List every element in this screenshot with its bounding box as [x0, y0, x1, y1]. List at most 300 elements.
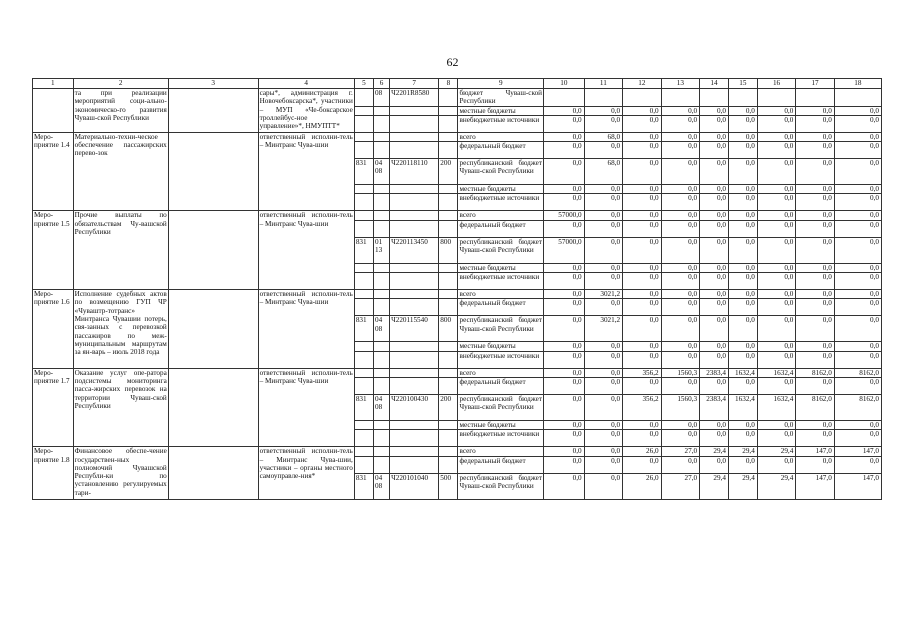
- funding-source: местные бюджеты: [458, 106, 544, 115]
- expense-type: [439, 342, 458, 351]
- amount-cell: 0,0: [796, 115, 834, 132]
- amount-cell: 0,0: [584, 447, 622, 456]
- amount-cell: 0,0: [796, 132, 834, 141]
- executor: ответственный исполни-тель – Минтранс Чува-шии: [258, 290, 354, 369]
- section-code: [374, 106, 390, 115]
- amount-cell: 0,0: [661, 316, 699, 342]
- amount-cell: 0,0: [728, 299, 757, 316]
- expense-type: [439, 220, 458, 237]
- amount-cell: 68,0: [584, 159, 622, 185]
- amount-cell: 0,0: [796, 273, 834, 290]
- grbs-code: [354, 342, 373, 351]
- amount-cell: 0,0: [623, 316, 661, 342]
- grbs-code: [354, 420, 373, 429]
- amount-cell: 0,0: [544, 299, 585, 316]
- column-header: 17: [796, 79, 834, 89]
- section-code: [374, 430, 390, 447]
- target-article: Ч2201R8580: [390, 89, 439, 107]
- amount-cell: 0,0: [757, 342, 795, 351]
- amount-cell: 0,0: [728, 185, 757, 194]
- amount-cell: 0,0: [700, 237, 729, 263]
- amount-cell: 0,0: [661, 342, 699, 351]
- amount-cell: 0,0: [584, 420, 622, 429]
- section-code: 04 08: [374, 316, 390, 342]
- expense-type: [439, 89, 458, 107]
- empty-cell: [168, 132, 258, 211]
- amount-cell: 0,0: [584, 194, 622, 211]
- section-code: [374, 447, 390, 456]
- section-code: [374, 132, 390, 141]
- amount-cell: 0,0: [728, 132, 757, 141]
- amount-cell: 0,0: [544, 273, 585, 290]
- amount-cell: 2383,4: [700, 394, 729, 420]
- amount-cell: 356,2: [623, 368, 661, 377]
- column-header: 6: [374, 79, 390, 89]
- amount-cell: 0,0: [796, 456, 834, 473]
- amount-cell: 0,0: [544, 115, 585, 132]
- amount-cell: 0,0: [661, 290, 699, 299]
- amount-cell: 0,0: [834, 220, 881, 237]
- column-header: 10: [544, 79, 585, 89]
- amount-cell: 0,0: [584, 106, 622, 115]
- funding-source: федеральный бюджет: [458, 377, 544, 394]
- target-article: [390, 115, 439, 132]
- amount-cell: 0,0: [757, 430, 795, 447]
- section-code: [374, 273, 390, 290]
- amount-cell: 0,0: [544, 377, 585, 394]
- funding-source: всего: [458, 447, 544, 456]
- amount-cell: 0,0: [796, 185, 834, 194]
- amount-cell: 0,0: [544, 316, 585, 342]
- amount-cell: 0,0: [834, 377, 881, 394]
- amount-cell: 0,0: [661, 106, 699, 115]
- target-article: [390, 263, 439, 272]
- table-row: [33, 132, 882, 141]
- amount-cell: 0,0: [834, 106, 881, 115]
- amount-cell: 0,0: [796, 220, 834, 237]
- amount-cell: 0,0: [700, 351, 729, 368]
- amount-cell: 0,0: [623, 106, 661, 115]
- amount-cell: 147,0: [796, 447, 834, 456]
- amount-cell: 147,0: [796, 473, 834, 499]
- funding-source: бюджет Чуваш-ской Республики: [459, 89, 543, 106]
- measure-code: Меро-приятие 1.6: [33, 290, 74, 369]
- section-code: [374, 420, 390, 429]
- expense-type: [439, 447, 458, 456]
- amount-cell: 57000,0: [544, 237, 585, 263]
- table-row: [33, 368, 882, 377]
- grbs-code: 831: [354, 316, 373, 342]
- amount-cell: 0,0: [796, 106, 834, 115]
- amount-cell: 0,0: [700, 377, 729, 394]
- funding-source: местные бюджеты: [458, 342, 544, 351]
- amount-cell: 0,0: [544, 142, 585, 159]
- amount-cell: 0,0: [796, 194, 834, 211]
- amount-cell: 0,0: [834, 211, 881, 220]
- grbs-code: [354, 194, 373, 211]
- amount-cell: 0,0: [728, 342, 757, 351]
- section-code: [374, 185, 390, 194]
- amount-cell: 0,0: [623, 377, 661, 394]
- amount-cell: 0,0: [584, 220, 622, 237]
- target-article: [390, 273, 439, 290]
- amount-cell: 0,0: [757, 142, 795, 159]
- amount-cell: 0,0: [796, 142, 834, 159]
- section-code: 04 08: [374, 394, 390, 420]
- funding-source: всего: [458, 290, 544, 299]
- funding-source: федеральный бюджет: [458, 220, 544, 237]
- target-article: [390, 142, 439, 159]
- amount-cell: 0,0: [623, 220, 661, 237]
- grbs-code: [354, 430, 373, 447]
- amount-cell: 1632,4: [757, 368, 795, 377]
- executor: сары*, администрация г. Новочебоксарска*, участники – МУП «Че-боксарское троллейбус-ное управление»*, НМУПТТ*: [258, 89, 354, 133]
- expense-type: [439, 299, 458, 316]
- amount-cell: 0,0: [661, 211, 699, 220]
- amount-cell: 29,4: [700, 447, 729, 456]
- amount-cell: 0,0: [700, 220, 729, 237]
- amount-cell: 0,0: [834, 142, 881, 159]
- target-article: [390, 132, 439, 141]
- measure-code: [33, 89, 74, 133]
- target-article: [390, 194, 439, 211]
- amount-cell: 0,0: [584, 211, 622, 220]
- amount-cell: 0,0: [661, 351, 699, 368]
- amount-cell: 0,0: [623, 351, 661, 368]
- amount-cell: 0,0: [757, 220, 795, 237]
- expense-type: [439, 377, 458, 394]
- target-article: Ч220101040: [390, 473, 439, 499]
- target-article: [390, 368, 439, 377]
- expense-type: [439, 351, 458, 368]
- amount-cell: 0,0: [661, 159, 699, 185]
- amount-cell: 0,0: [661, 263, 699, 272]
- expense-type: 500: [439, 473, 458, 499]
- amount-cell: 0,0: [757, 132, 795, 141]
- funding-source: республиканский бюджет Чуваш-ской Республики: [458, 159, 544, 185]
- amount-cell: 0,0: [700, 263, 729, 272]
- amount-cell: 0,0: [700, 290, 729, 299]
- amount-cell: 0,0: [834, 263, 881, 272]
- section-code: [374, 142, 390, 159]
- funding-source: всего: [458, 211, 544, 220]
- amount-cell: 0,0: [584, 142, 622, 159]
- amount-cell: 0,0: [728, 237, 757, 263]
- amount-cell: 0,0: [584, 299, 622, 316]
- empty-cell: [168, 89, 258, 133]
- section-code: 08: [374, 89, 390, 107]
- amount-cell: 0,0: [623, 142, 661, 159]
- grbs-code: [354, 211, 373, 220]
- executor: ответственный исполни-тель – Минтранс Чува-шии, участники – органы местного самоуправле-ния*: [258, 447, 354, 499]
- amount-cell: 0,0: [623, 237, 661, 263]
- amount-cell: 0,0: [700, 430, 729, 447]
- column-header: 9: [458, 79, 544, 89]
- amount-cell: 0,0: [796, 290, 834, 299]
- funding-source: федеральный бюджет: [458, 142, 544, 159]
- table-row: [33, 89, 882, 107]
- amount-cell: 0,0: [700, 115, 729, 132]
- amount-cell: 0,0: [544, 430, 585, 447]
- amount-cell: 0,0: [584, 342, 622, 351]
- amount-cell: 0,0: [757, 420, 795, 429]
- amount-cell: 8162,0: [834, 368, 881, 377]
- amount-cell: 147,0: [834, 473, 881, 499]
- grbs-code: 831: [354, 237, 373, 263]
- amount-cell: 0,0: [728, 159, 757, 185]
- amount-cell: 0,0: [661, 194, 699, 211]
- amount-cell: 0,0: [623, 420, 661, 429]
- grbs-code: [354, 377, 373, 394]
- target-article: [390, 377, 439, 394]
- amount-cell: 0,0: [661, 185, 699, 194]
- table-row: [33, 290, 882, 299]
- amount-cell: 0,0: [584, 473, 622, 499]
- funding-source: республиканский бюджет Чуваш-ской Республики: [458, 316, 544, 342]
- expense-type: 800: [439, 237, 458, 263]
- amount-cell: 0,0: [796, 316, 834, 342]
- column-header: 18: [834, 79, 881, 89]
- expense-type: 200: [439, 159, 458, 185]
- funding-source: внебюджетные источники: [458, 351, 544, 368]
- grbs-code: [354, 220, 373, 237]
- funding-source: местные бюджеты: [458, 263, 544, 272]
- amount-cell: 0,0: [584, 185, 622, 194]
- amount-cell: [834, 89, 881, 107]
- section-code: [374, 342, 390, 351]
- amount-cell: 27,0: [661, 447, 699, 456]
- amount-cell: 0,0: [700, 273, 729, 290]
- measure-name: Оказание услуг опе-ратора подсистемы мониторинга пасса-жирских перевозок на территории Чуваш-ской Республики: [73, 368, 168, 447]
- amount-cell: 0,0: [796, 342, 834, 351]
- grbs-code: [354, 185, 373, 194]
- measure-name: Прочие выплаты по обязательствам Чу-вашской Республики: [73, 211, 168, 290]
- amount-cell: 1560,3: [661, 368, 699, 377]
- section-code: 04 08: [374, 473, 390, 499]
- section-code: 01 13: [374, 237, 390, 263]
- amount-cell: 0,0: [623, 115, 661, 132]
- amount-cell: 0,0: [544, 185, 585, 194]
- funding-source: внебюджетные источники: [458, 430, 544, 447]
- amount-cell: 2383,4: [700, 368, 729, 377]
- amount-cell: 356,2: [623, 394, 661, 420]
- expense-type: [439, 106, 458, 115]
- amount-cell: 0,0: [584, 273, 622, 290]
- section-code: [374, 263, 390, 272]
- amount-cell: 0,0: [661, 420, 699, 429]
- amount-cell: 0,0: [700, 194, 729, 211]
- amount-cell: 0,0: [584, 394, 622, 420]
- target-article: [390, 351, 439, 368]
- amount-cell: [728, 89, 757, 107]
- amount-cell: [700, 89, 729, 107]
- amount-cell: 0,0: [796, 159, 834, 185]
- amount-cell: 0,0: [544, 456, 585, 473]
- page-number: 62: [446, 55, 459, 69]
- amount-cell: 0,0: [661, 430, 699, 447]
- amount-cell: 0,0: [757, 290, 795, 299]
- amount-cell: 0,0: [700, 159, 729, 185]
- amount-cell: 0,0: [796, 377, 834, 394]
- amount-cell: 0,0: [728, 273, 757, 290]
- amount-cell: 0,0: [623, 263, 661, 272]
- column-header: 15: [728, 79, 757, 89]
- executor: ответственный исполни-тель – Минтранс Чува-шии: [258, 211, 354, 290]
- amount-cell: 0,0: [834, 290, 881, 299]
- expense-type: [439, 185, 458, 194]
- amount-cell: 0,0: [728, 290, 757, 299]
- amount-cell: 26,0: [623, 447, 661, 456]
- section-code: 04 08: [374, 159, 390, 185]
- expense-type: [439, 430, 458, 447]
- amount-cell: 0,0: [623, 211, 661, 220]
- section-code: [374, 456, 390, 473]
- column-header: 5: [354, 79, 373, 89]
- amount-cell: 0,0: [728, 316, 757, 342]
- section-code: [374, 290, 390, 299]
- grbs-code: [354, 263, 373, 272]
- amount-cell: 0,0: [757, 351, 795, 368]
- target-article: [390, 290, 439, 299]
- amount-cell: 0,0: [728, 456, 757, 473]
- amount-cell: 0,0: [728, 106, 757, 115]
- amount-cell: 3021,2: [584, 290, 622, 299]
- amount-cell: [661, 89, 699, 107]
- column-header: 16: [757, 79, 795, 89]
- amount-cell: 0,0: [834, 132, 881, 141]
- amount-cell: 0,0: [623, 290, 661, 299]
- funding-source: федеральный бюджет: [458, 299, 544, 316]
- section-code: [374, 194, 390, 211]
- column-header: 11: [584, 79, 622, 89]
- funding-source: всего: [458, 368, 544, 377]
- amount-cell: 27,0: [661, 473, 699, 499]
- target-article: Ч220100430: [390, 394, 439, 420]
- section-code: [374, 211, 390, 220]
- funding-source: внебюджетные источники: [458, 194, 544, 211]
- amount-cell: 0,0: [757, 237, 795, 263]
- target-article: Ч220118110: [390, 159, 439, 185]
- measure-name: Финансовое обеспе-чение государствен-ных полномочий Чувашской Республи-ки по установлению регулируемых тари-: [73, 447, 168, 499]
- funding-source: всего: [458, 132, 544, 141]
- amount-cell: 0,0: [834, 237, 881, 263]
- grbs-code: [354, 351, 373, 368]
- amount-cell: 0,0: [728, 194, 757, 211]
- amount-cell: 0,0: [623, 159, 661, 185]
- amount-cell: 0,0: [544, 447, 585, 456]
- grbs-code: [354, 142, 373, 159]
- amount-cell: [544, 89, 585, 107]
- amount-cell: 0,0: [661, 220, 699, 237]
- section-code: [374, 351, 390, 368]
- grbs-code: [354, 368, 373, 377]
- amount-cell: 0,0: [728, 377, 757, 394]
- amount-cell: 0,0: [700, 456, 729, 473]
- amount-cell: 0,0: [757, 273, 795, 290]
- funding-source: внебюджетные источники: [458, 273, 544, 290]
- measure-code: Меро-приятие 1.8: [33, 447, 74, 499]
- target-article: [390, 342, 439, 351]
- measure-code: Меро-приятие 1.5: [33, 211, 74, 290]
- amount-cell: 0,0: [623, 185, 661, 194]
- section-code: [374, 115, 390, 132]
- grbs-code: [354, 89, 373, 107]
- amount-cell: 0,0: [757, 316, 795, 342]
- amount-cell: 1632,4: [757, 394, 795, 420]
- amount-cell: 0,0: [728, 211, 757, 220]
- amount-cell: 0,0: [623, 430, 661, 447]
- amount-cell: 0,0: [544, 420, 585, 429]
- target-article: [390, 430, 439, 447]
- measure-name: та при реализации мероприятий соци-ально-экономическо-го развития Чуваш-ской Республики: [73, 89, 168, 133]
- amount-cell: 0,0: [757, 115, 795, 132]
- grbs-code: [354, 132, 373, 141]
- grbs-code: 831: [354, 394, 373, 420]
- amount-cell: 0,0: [544, 342, 585, 351]
- amount-cell: 29,4: [757, 447, 795, 456]
- amount-cell: 0,0: [757, 456, 795, 473]
- expense-type: [439, 132, 458, 141]
- amount-cell: 0,0: [728, 115, 757, 132]
- amount-cell: 8162,0: [796, 368, 834, 377]
- expense-type: [439, 115, 458, 132]
- amount-cell: 0,0: [661, 115, 699, 132]
- budget-table: [32, 78, 882, 500]
- amount-cell: 0,0: [834, 430, 881, 447]
- amount-cell: 0,0: [834, 194, 881, 211]
- expense-type: 200: [439, 394, 458, 420]
- amount-cell: 0,0: [623, 342, 661, 351]
- amount-cell: 0,0: [584, 351, 622, 368]
- target-article: [390, 456, 439, 473]
- amount-cell: 0,0: [796, 237, 834, 263]
- amount-cell: 0,0: [661, 142, 699, 159]
- amount-cell: 0,0: [834, 299, 881, 316]
- amount-cell: 0,0: [757, 185, 795, 194]
- column-header: 4: [258, 79, 354, 89]
- table-row: [33, 211, 882, 220]
- amount-cell: 0,0: [544, 220, 585, 237]
- section-code: [374, 377, 390, 394]
- amount-cell: 0,0: [757, 211, 795, 220]
- amount-cell: 0,0: [700, 106, 729, 115]
- amount-cell: 29,4: [700, 473, 729, 499]
- column-header: 12: [623, 79, 661, 89]
- section-code: [374, 220, 390, 237]
- amount-cell: 0,0: [796, 263, 834, 272]
- amount-cell: 8162,0: [834, 394, 881, 420]
- amount-cell: 0,0: [796, 430, 834, 447]
- empty-cell: [168, 290, 258, 369]
- amount-cell: 0,0: [544, 394, 585, 420]
- grbs-code: [354, 290, 373, 299]
- column-header: 14: [700, 79, 729, 89]
- funding-source: республиканский бюджет Чуваш-ской Республики: [458, 237, 544, 263]
- amount-cell: 0,0: [757, 159, 795, 185]
- amount-cell: 0,0: [700, 132, 729, 141]
- target-article: Ч220115540: [390, 316, 439, 342]
- amount-cell: 0,0: [544, 194, 585, 211]
- amount-cell: 0,0: [584, 368, 622, 377]
- expense-type: [439, 420, 458, 429]
- expense-type: [439, 211, 458, 220]
- amount-cell: 0,0: [544, 473, 585, 499]
- grbs-code: 831: [354, 473, 373, 499]
- amount-cell: 1560,3: [661, 394, 699, 420]
- expense-type: [439, 142, 458, 159]
- target-article: Ч220113450: [390, 237, 439, 263]
- amount-cell: 26,0: [623, 473, 661, 499]
